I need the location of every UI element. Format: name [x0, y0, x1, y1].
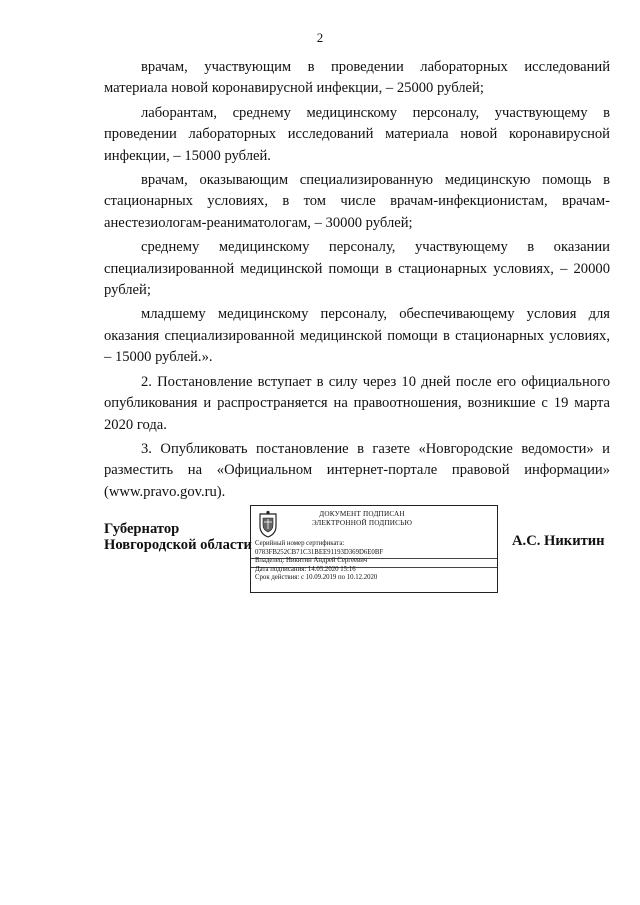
signatory-name: А.С. Никитин: [512, 533, 605, 549]
signatory-title-line2: Новгородской области: [104, 537, 252, 553]
stamp-details: [255, 540, 493, 583]
signature-block: [0, 505, 640, 605]
stamp-header: [287, 510, 437, 528]
stamp-signed-date: Дата подписания: 14.05.2020 15:16: [255, 565, 356, 573]
paragraph: врачам, участвующим в проведении лабораторных исследований материала новой коронавирусной инфекции, – 25000 рублей;: [104, 59, 610, 97]
paragraph: врачам, оказывающим специализированную медицинскую помощь в стационарных условиях, в том числе врачам-инфекционистам, врачам-анестезиологам-реаниматологам, – 30000 рублей;: [104, 172, 610, 231]
stamp-owner: Владелец: Никитин Андрей Сергеевич: [255, 557, 368, 564]
stamp-serial-label: Серийный номер сертификата:: [255, 540, 345, 547]
stamp-header-line2: ЭЛЕКТРОННОЙ ПОДПИСЬЮ: [311, 519, 413, 527]
paragraph: 3. Опубликовать постановление в газете «Новгородские ведомости» и разместить на «Официальном интернет-портале правовой информации» (www.pravo.gov.ru).: [104, 440, 610, 500]
stamp-validity: Срок действия: с 10.09.2019 по 10.12.2020: [255, 574, 378, 581]
coat-of-arms-icon: [257, 510, 279, 538]
document-body: [104, 57, 610, 506]
signatory-title-line1: Губернатор: [104, 521, 180, 537]
stamp-serial-value: 0783FB252CB71C31BEE91193D369D6E0BF: [255, 548, 384, 556]
paragraph: лаборантам, среднему медицинскому персоналу, участвующему в проведении лабораторных исследований материала новой коронавирусной инфекции, – 15000 рублей.: [104, 104, 610, 164]
signatory-title: [104, 521, 252, 553]
stamp-header-line1: ДОКУМЕНТ ПОДПИСАН: [319, 510, 405, 518]
page-number: 2: [316, 30, 324, 45]
paragraph: среднему медицинскому персоналу, участвующему в оказании специализированной медицинской помощи в стационарных условиях, – 20000 рублей;: [104, 239, 610, 299]
electronic-signature-stamp: [250, 505, 498, 593]
paragraph: младшему медицинскому персоналу, обеспечивающему условия для оказания специализированной медицинской помощи в стационарных условиях, – 15000 рублей.».: [104, 306, 610, 366]
paragraph: 2. Постановление вступает в силу через 10 дней после его официального опубликования и распространяется на правоотношения, возникшие с 19 марта 2020 года.: [104, 373, 610, 433]
